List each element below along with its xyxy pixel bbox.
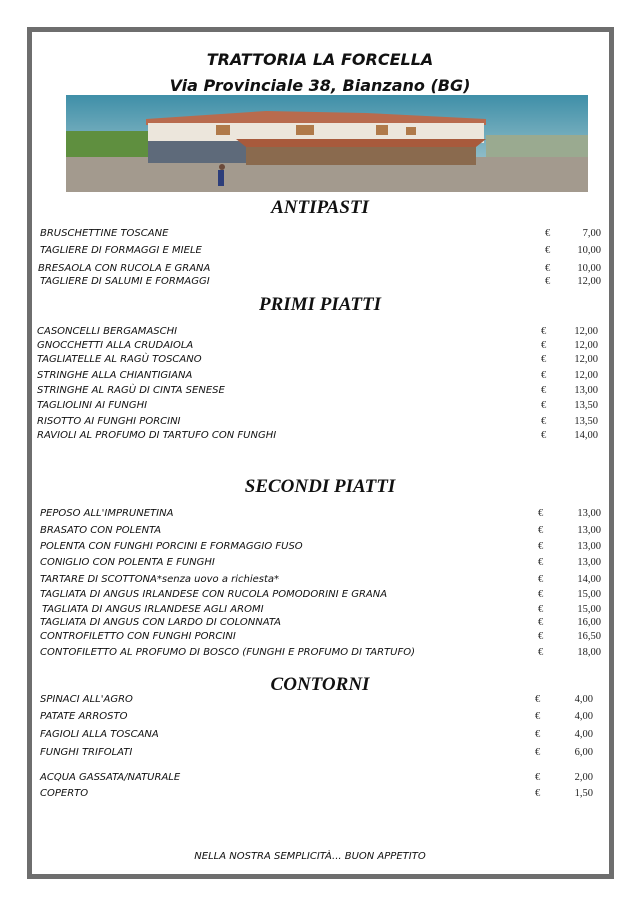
menu-item (0, 588, 640, 602)
menu-item (0, 415, 640, 429)
menu-item-price: 13,00 (577, 541, 601, 552)
euro-sign: € (538, 508, 544, 519)
menu-item-name: CONTOFILETTO AL PROFUMO DI BOSCO (FUNGHI E PROFUMO DI TARTUFO) (40, 647, 416, 658)
menu-item-price: 15,00 (577, 589, 601, 600)
euro-sign: € (538, 617, 544, 628)
menu-item-name: TARTARE DI SCOTTONA*senza uovo a richiesta* (40, 574, 280, 585)
euro-sign: € (545, 263, 551, 274)
menu-item-price: 1,50 (574, 788, 593, 799)
euro-sign: € (541, 370, 547, 381)
euro-sign: € (538, 541, 544, 552)
euro-sign: € (535, 772, 541, 783)
menu-item (0, 524, 640, 538)
menu-item-price: 13,00 (574, 385, 598, 396)
menu-item (0, 369, 640, 383)
restaurant-painting (66, 95, 588, 192)
euro-sign: € (541, 326, 547, 337)
menu-item-price: 4,00 (574, 711, 593, 722)
menu-item (0, 507, 640, 521)
euro-sign: € (541, 385, 547, 396)
menu-item (0, 244, 640, 258)
menu-item-name: COPERTO (40, 788, 89, 799)
menu-item (0, 573, 640, 587)
menu-item (0, 630, 640, 644)
menu-item-price: 18,00 (577, 647, 601, 658)
menu-item (0, 227, 640, 241)
footer-message: NELLA NOSTRA SEMPLICITÀ... BUON APPETITO (194, 851, 426, 862)
menu-item (0, 693, 640, 707)
euro-sign: € (545, 228, 551, 239)
menu-item (0, 616, 640, 630)
menu-item-name: STRINGHE ALLA CHIANTIGIANA (37, 370, 193, 381)
menu-item-price: 12,00 (574, 370, 598, 381)
menu-item-name: TAGLIATA DI ANGUS IRLANDESE CON RUCOLA POMODORINI E GRANA (40, 589, 388, 600)
menu-item-name: TAGLIOLINI AI FUNGHI (37, 400, 148, 411)
euro-sign: € (541, 354, 547, 365)
menu-item (0, 384, 640, 398)
menu-item-name: POLENTA CON FUNGHI PORCINI E FORMAGGIO FUSO (40, 541, 303, 552)
euro-sign: € (535, 694, 541, 705)
menu-item (0, 325, 640, 339)
menu-item (0, 771, 640, 785)
euro-sign: € (541, 430, 547, 441)
section-heading: SECONDI PIATTI (244, 476, 396, 497)
section-heading: CONTORNI (270, 674, 370, 695)
menu-item (0, 429, 640, 443)
section-heading: ANTIPASTI (271, 197, 369, 218)
menu-item-name: ACQUA GASSATA/NATURALE (40, 772, 181, 783)
menu-item-name: CONTROFILETTO CON FUNGHI PORCINI (40, 631, 236, 642)
menu-item-price: 16,00 (577, 617, 601, 628)
menu-item-name: SPINACI ALL'AGRO (40, 694, 133, 705)
menu-item (0, 728, 640, 742)
menu-item-name: RISOTTO AI FUNGHI PORCINI (37, 416, 181, 427)
menu-item-price: 13,50 (574, 400, 598, 411)
menu-item-price: 14,00 (574, 430, 598, 441)
menu-item-price: 10,00 (577, 263, 601, 274)
euro-sign: € (538, 557, 544, 568)
menu-item-name: TAGLIERE DI SALUMI E FORMAGGI (40, 276, 210, 287)
menu-item-name: PEPOSO ALL'IMPRUNETINA (40, 508, 174, 519)
menu-item-name: BRESAOLA CON RUCOLA E GRANA (38, 263, 211, 274)
menu-item-name: FAGIOLI ALLA TOSCANA (40, 729, 159, 740)
euro-sign: € (535, 729, 541, 740)
menu-item-name: CASONCELLI BERGAMASCHI (37, 326, 178, 337)
menu-item (0, 353, 640, 367)
euro-sign: € (538, 574, 544, 585)
menu-item (0, 339, 640, 353)
euro-sign: € (541, 416, 547, 427)
menu-item-name: TAGLIATA DI ANGUS CON LARDO DI COLONNATA (40, 617, 281, 628)
menu-item-name: BRASATO CON POLENTA (40, 525, 162, 536)
menu-item-price: 10,00 (577, 245, 601, 256)
euro-sign: € (535, 711, 541, 722)
menu-item-price: 12,00 (574, 340, 598, 351)
euro-sign: € (538, 631, 544, 642)
menu-item-price: 13,00 (577, 557, 601, 568)
menu-item-price: 7,00 (582, 228, 601, 239)
menu-item-price: 6,00 (574, 747, 593, 758)
menu-item-price: 13,50 (574, 416, 598, 427)
menu-item (0, 746, 640, 760)
menu-item-name: GNOCCHETTI ALLA CRUDAIOLA (37, 340, 194, 351)
menu-item-price: 14,00 (577, 574, 601, 585)
menu-item-name: TAGLIERE DI FORMAGGI E MIELE (40, 245, 202, 256)
menu-item (0, 399, 640, 413)
restaurant-name: TRATTORIA LA FORCELLA (206, 50, 434, 69)
menu-item-name: STRINGHE AL RAGÙ DI CINTA SENESE (37, 385, 225, 396)
menu-item (0, 275, 640, 289)
menu-item-price: 2,00 (574, 772, 593, 783)
euro-sign: € (538, 525, 544, 536)
menu-item-price: 4,00 (574, 694, 593, 705)
menu-item (0, 710, 640, 724)
menu-item-price: 16,50 (577, 631, 601, 642)
euro-sign: € (541, 400, 547, 411)
menu-item-price: 15,00 (577, 604, 601, 615)
menu-item-name: TAGLIATA DI ANGUS IRLANDESE AGLI AROMI (42, 604, 264, 615)
menu-item (0, 540, 640, 554)
euro-sign: € (538, 589, 544, 600)
menu-item-price: 12,00 (574, 354, 598, 365)
euro-sign: € (545, 276, 551, 287)
menu-item (0, 262, 640, 276)
euro-sign: € (538, 604, 544, 615)
menu-item-name: TAGLIATELLE AL RAGÙ TOSCANO (37, 354, 202, 365)
menu-item-price: 13,00 (577, 525, 601, 536)
euro-sign: € (535, 788, 541, 799)
menu-item-name: FUNGHI TRIFOLATI (40, 747, 133, 758)
euro-sign: € (535, 747, 541, 758)
euro-sign: € (538, 647, 544, 658)
section-heading: PRIMI PIATTI (259, 294, 381, 315)
euro-sign: € (545, 245, 551, 256)
euro-sign: € (541, 340, 547, 351)
menu-item-price: 13,00 (577, 508, 601, 519)
menu-item-price: 12,00 (574, 326, 598, 337)
menu-item (0, 787, 640, 801)
menu-item-price: 4,00 (574, 729, 593, 740)
menu-item (0, 603, 640, 617)
menu-item-name: RAVIOLI AL PROFUMO DI TARTUFO CON FUNGHI (37, 430, 277, 441)
menu-item-name: CONIGLIO CON POLENTA E FUNGHI (40, 557, 215, 568)
menu-item-price: 12,00 (577, 276, 601, 287)
menu-item (0, 646, 640, 660)
menu-item-name: PATATE ARROSTO (40, 711, 128, 722)
menu-item-name: BRUSCHETTINE TOSCANE (40, 228, 169, 239)
menu-item (0, 556, 640, 570)
restaurant-address: Via Provinciale 38, Bianzano (BG) (169, 76, 471, 95)
